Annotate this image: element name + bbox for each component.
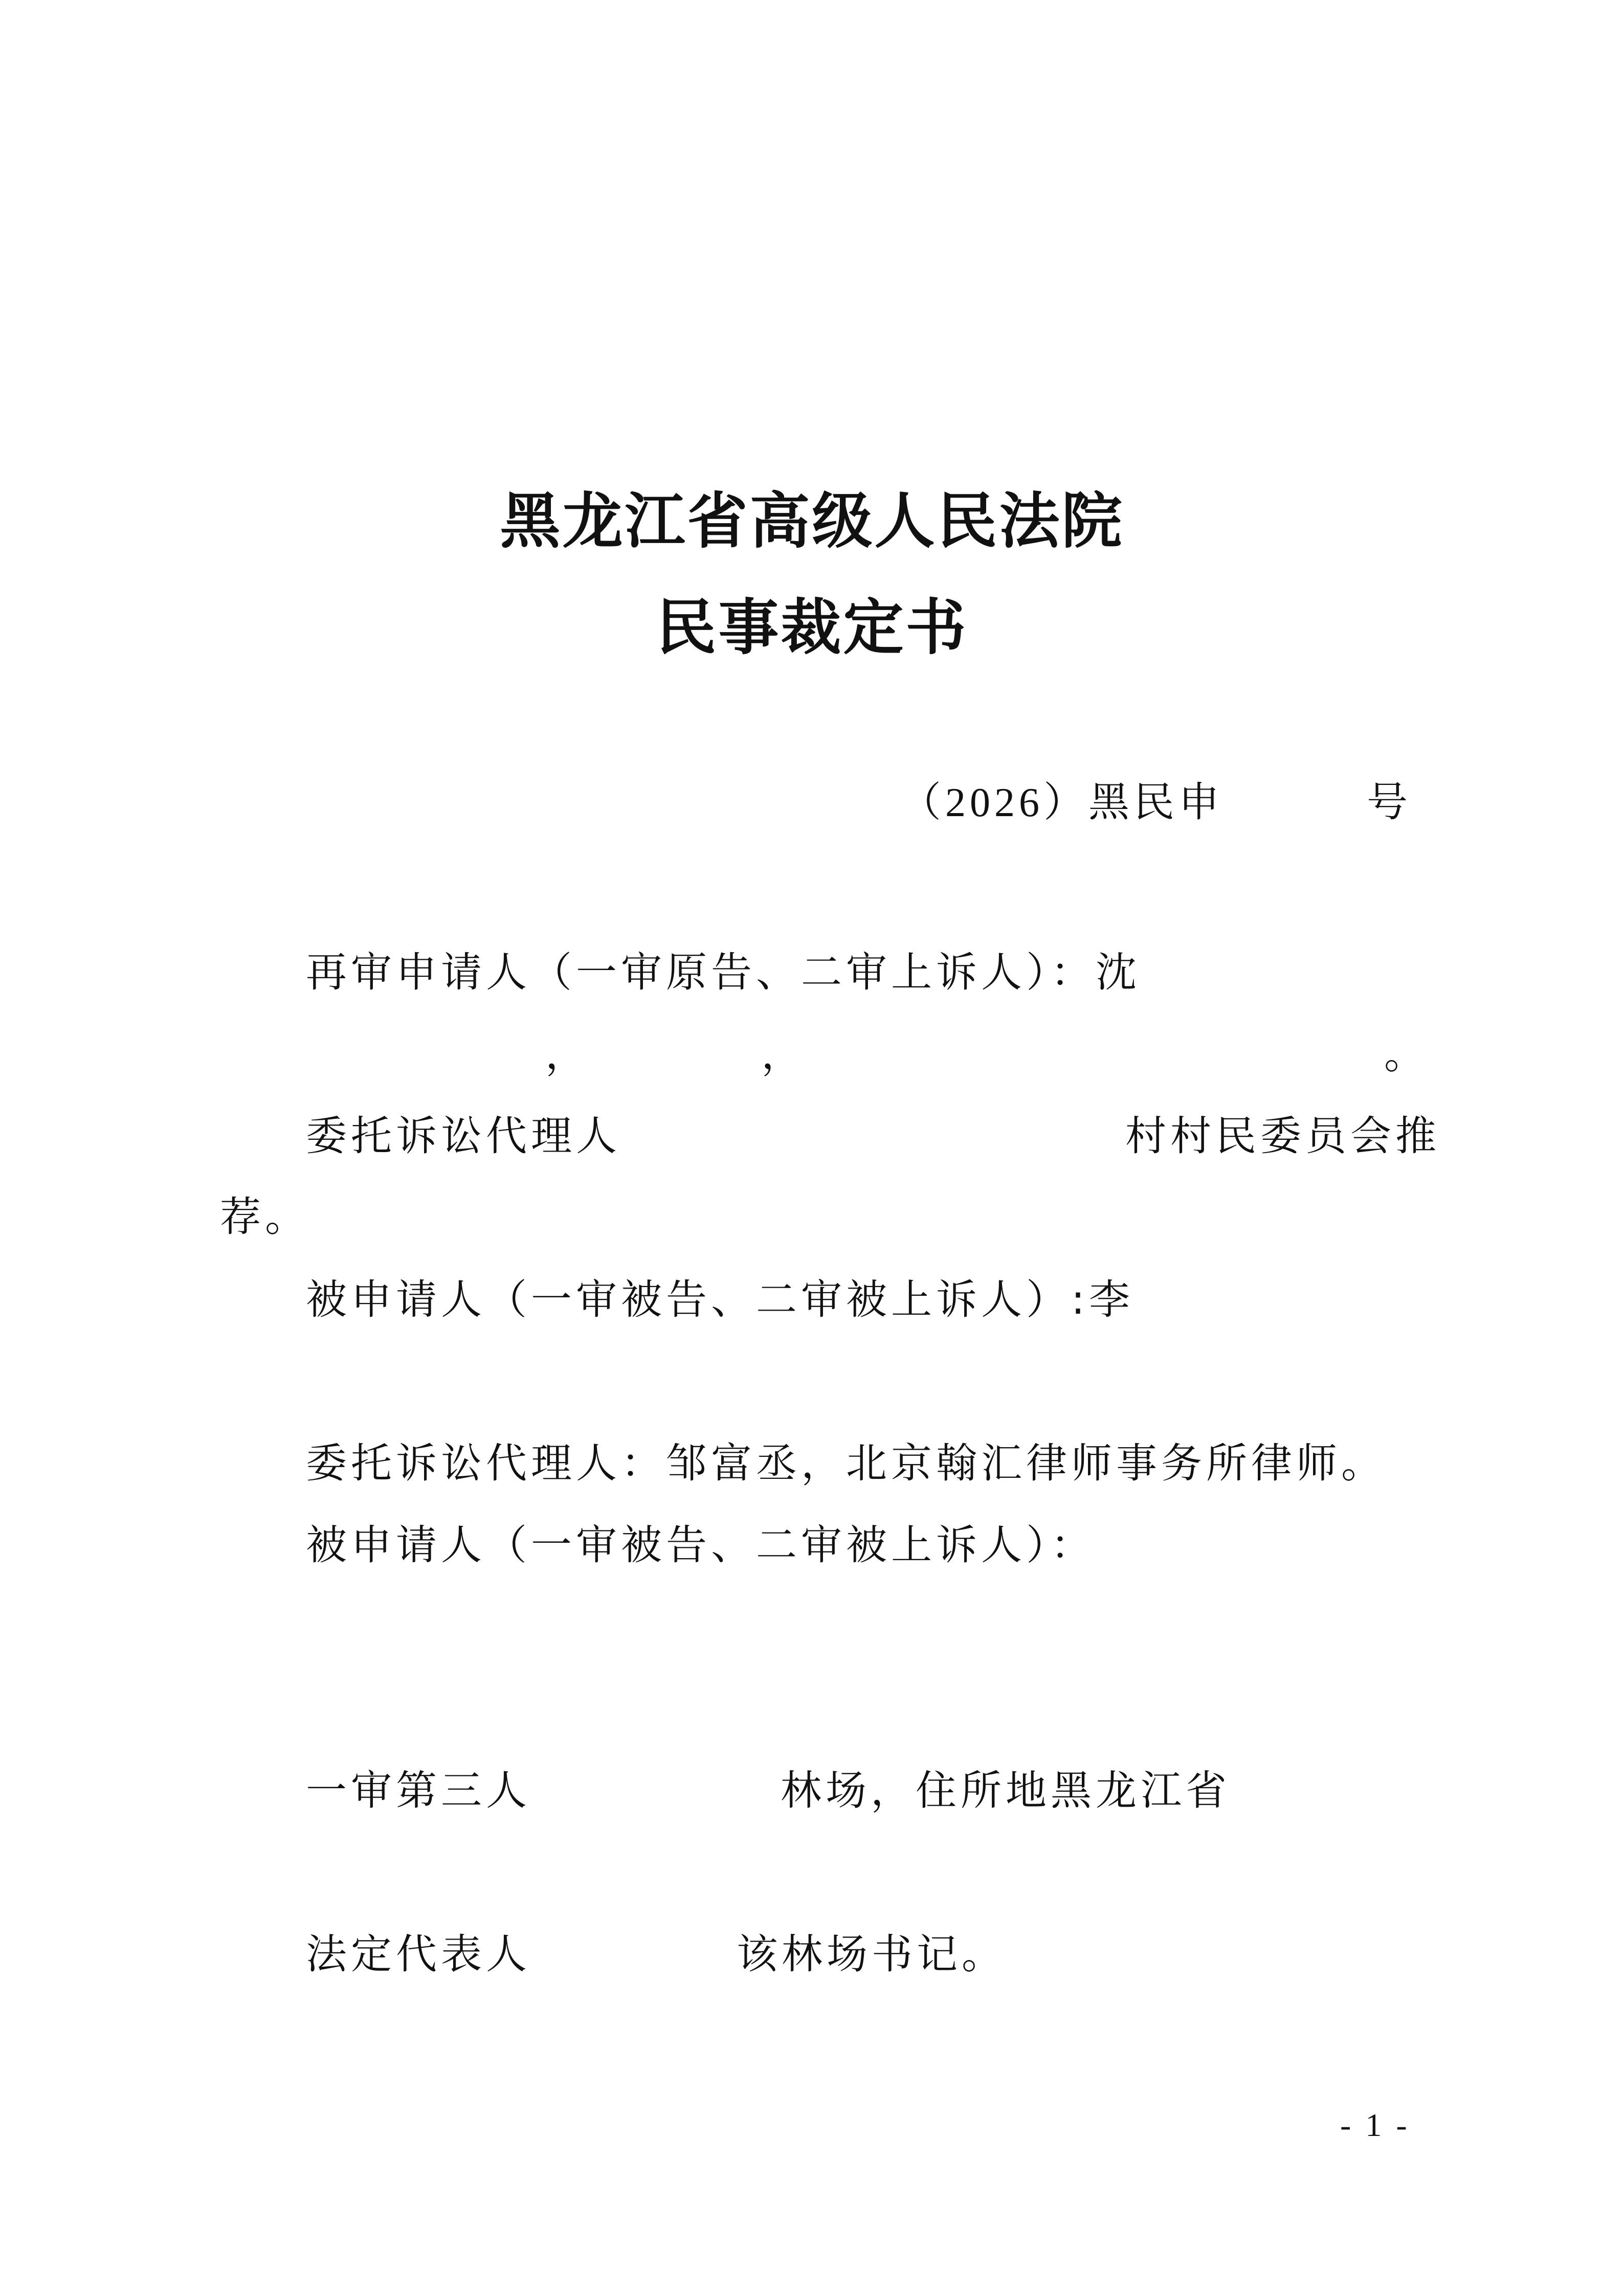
case-number: （2026）黑民申 号 [900, 780, 1412, 825]
agent-line-1-tail: 村村民委员会推 [1125, 1112, 1440, 1160]
third-party-line-tail: 林场，住所地黑龙江省 [781, 1767, 1231, 1814]
agent-line-1-wrap: 荐。 [220, 1193, 310, 1241]
court-name: 黑龙江省高级人民法院 [500, 485, 1124, 556]
document-type: 民事裁定书 [656, 592, 968, 663]
legal-representative-line-tail: 该林场书记。 [737, 1930, 1007, 1978]
respondent-1-line: 被申请人（一审被告、二审被上诉人）:李 [306, 1276, 1134, 1323]
page-number: - 1 - [1340, 2107, 1410, 2143]
agent-line-2: 委托诉讼代理人：邹富丞，北京翰汇律师事务所律师。 [306, 1439, 1386, 1487]
legal-representative-line: 法定代表人 [306, 1930, 531, 1978]
third-party-line: 一审第三人 [306, 1767, 531, 1814]
applicant-line: 再审申请人（一审原告、二审上诉人）：沈 [306, 949, 1141, 996]
applicant-end-mark: 。 [1384, 1030, 1429, 1078]
applicant-continuation: ， ， [545, 1030, 807, 1078]
agent-line-1: 委托诉讼代理人 [306, 1112, 621, 1160]
respondent-2-line: 被申请人（一审被告、二审被上诉人）： [306, 1521, 1096, 1569]
